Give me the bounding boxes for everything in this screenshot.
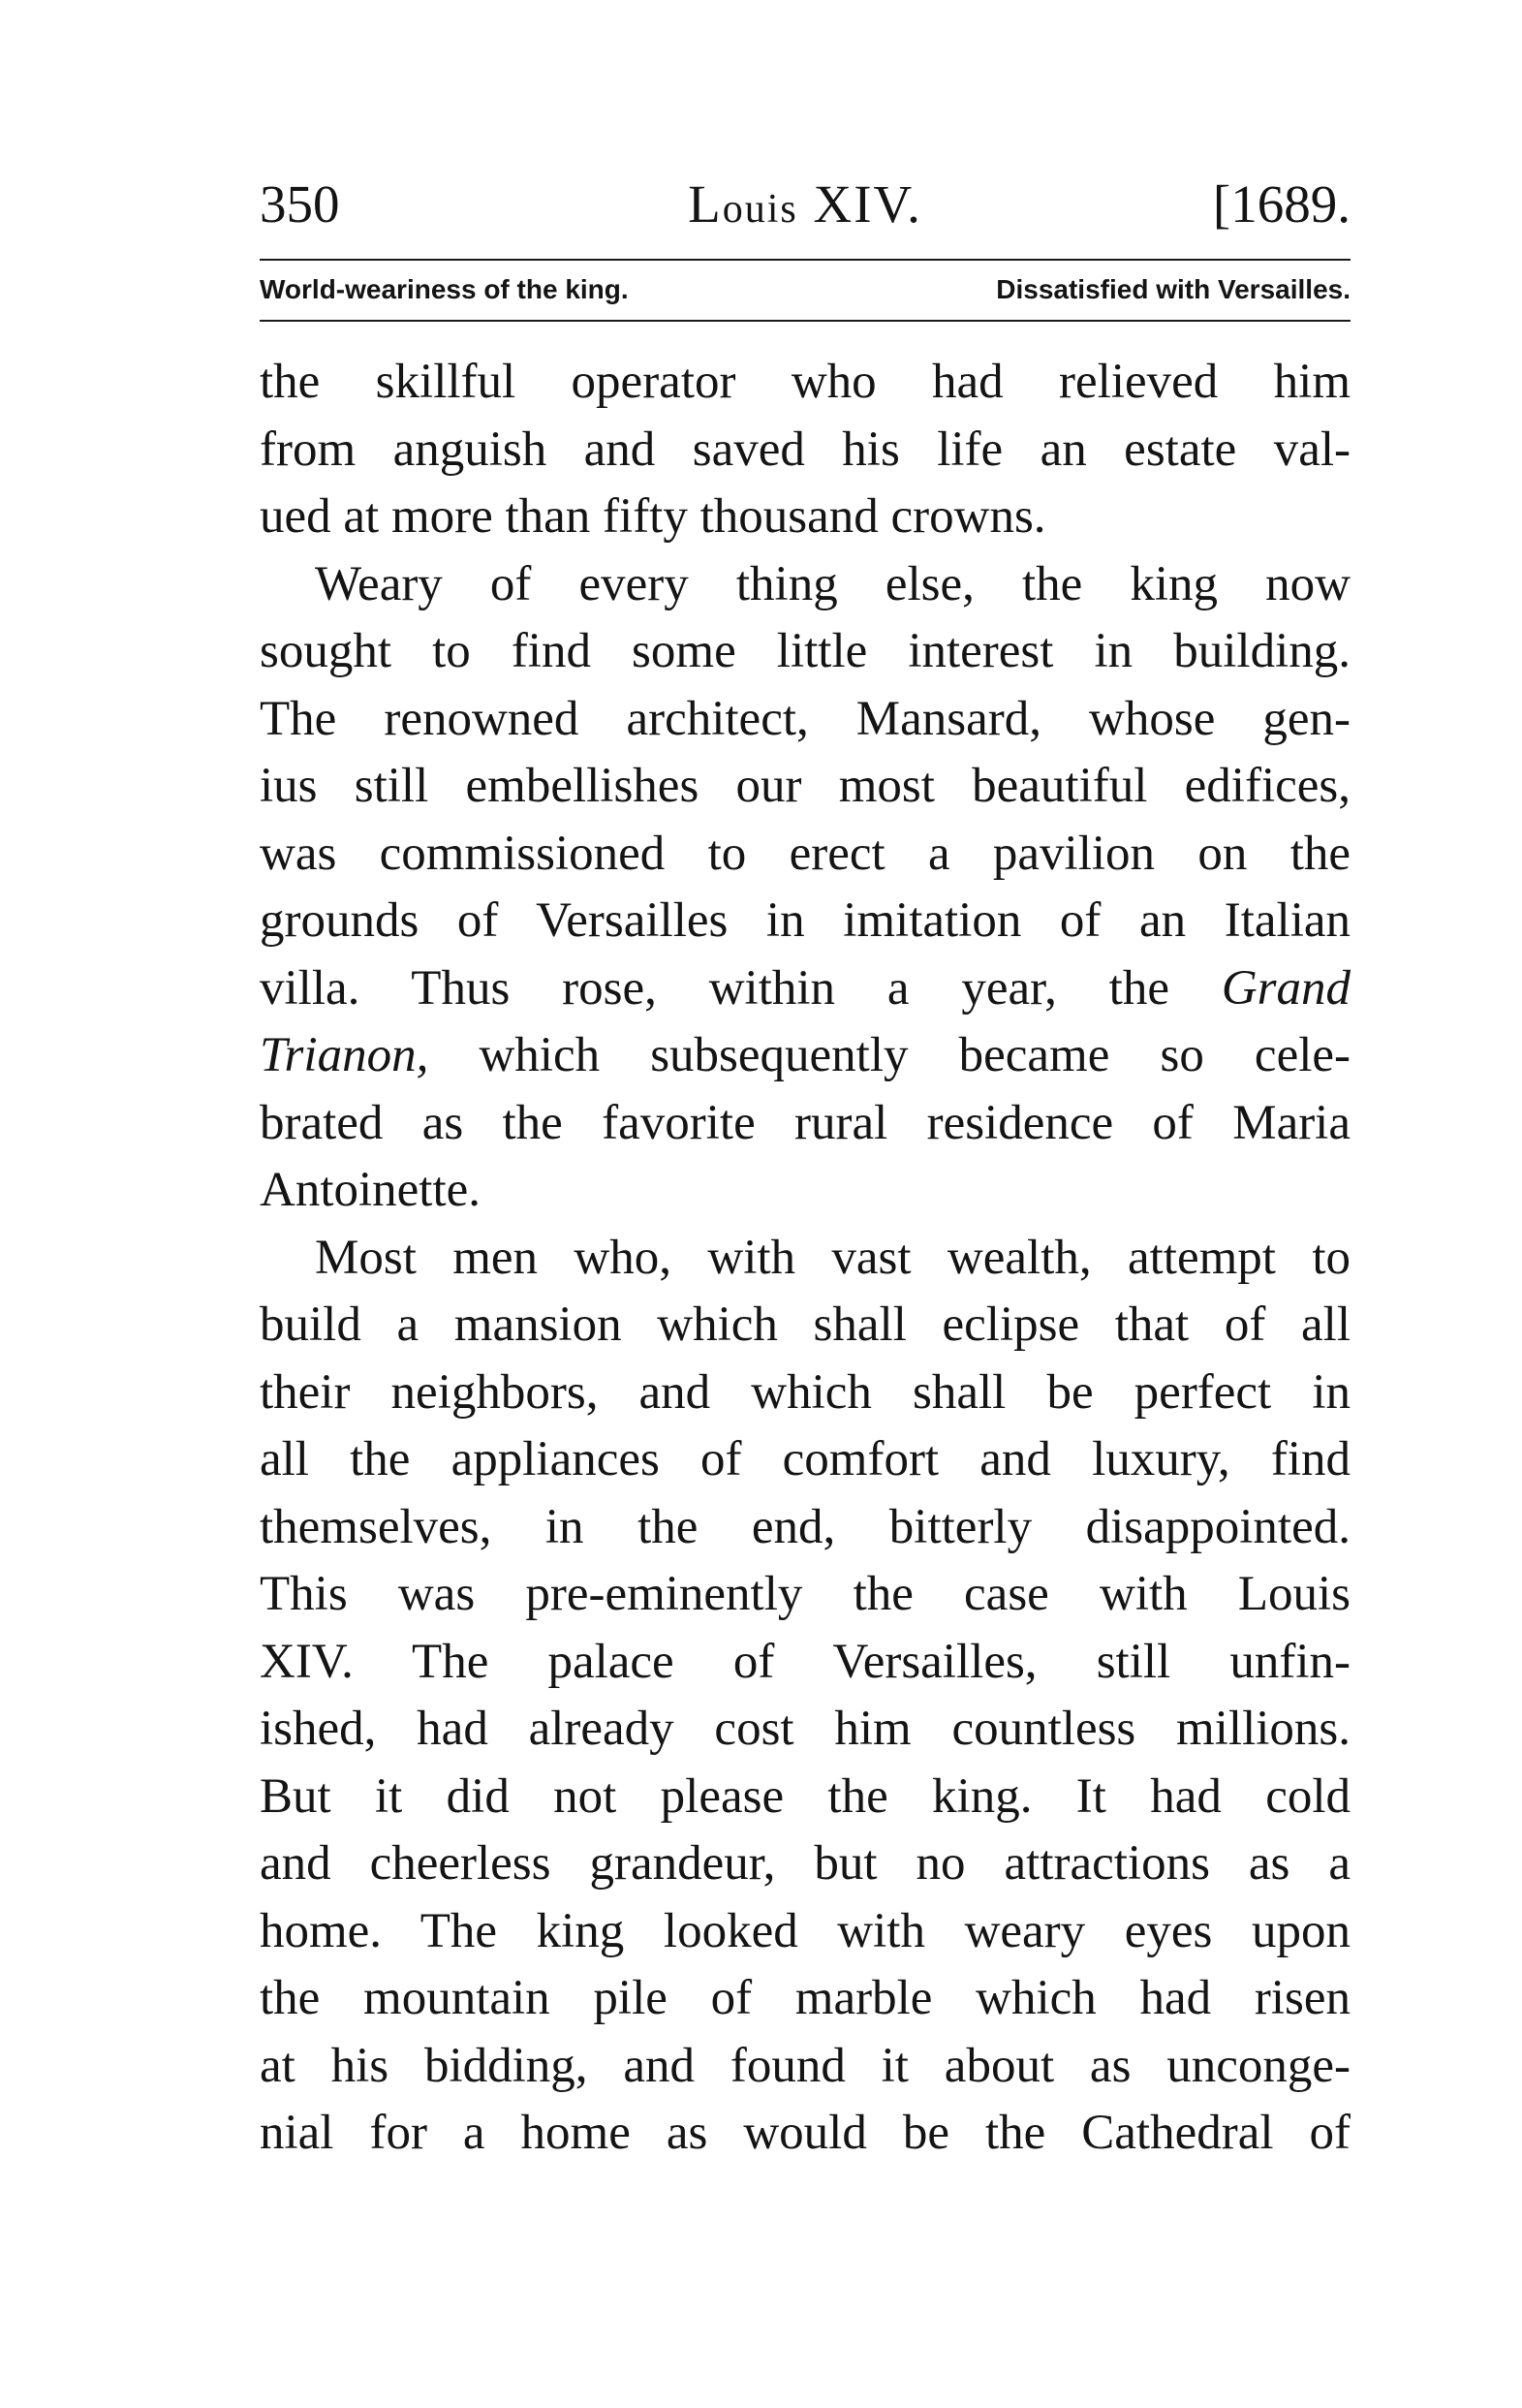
- text-line: This was pre-eminently the case with Louis: [260, 1567, 1351, 1621]
- side-heading-left: World-weariness of the king.: [260, 274, 629, 304]
- running-head: [260, 171, 1351, 238]
- text-line: [260, 1022, 1351, 1090]
- side-headings: [260, 266, 1351, 314]
- text-line: The renowned architect, Mansard, whose gen-: [260, 691, 1351, 746]
- header-year: [1689.: [1212, 174, 1351, 234]
- book-title-small-caps: ouis: [722, 187, 798, 232]
- text-line: Antoinette.: [260, 1163, 481, 1217]
- text-line: [260, 955, 1351, 1023]
- text-line: the skillful operator who had relieved him: [260, 355, 1351, 409]
- side-heading-right: Dissatisfied with Versailles.: [996, 274, 1351, 304]
- paragraph-first-line: Weary of every thing else, the king now: [315, 556, 1351, 611]
- text-line: the mountain pile of marble which had risen: [260, 1971, 1351, 2025]
- text-line: home. The king looked with weary eyes upon: [260, 1903, 1351, 1958]
- text-line: and cheerless grandeur, but no attractions as a: [260, 1836, 1351, 1891]
- body-text: [260, 349, 1351, 2168]
- text-line: build a mansion which shall eclipse that of all: [260, 1298, 1351, 1352]
- text-line: all the appliances of comfort and luxury, find: [260, 1432, 1351, 1486]
- book-title-initial: L: [688, 174, 723, 234]
- header-rule-bottom: [260, 320, 1351, 322]
- text-line: XIV. The palace of Versailles, still unfin-: [260, 1634, 1351, 1689]
- text-line: brated as the favorite rural residence of Maria: [260, 1095, 1351, 1150]
- text-line: at his bidding, and found it about as unconge-: [260, 2038, 1351, 2093]
- book-title-numeral: XIV.: [797, 174, 922, 234]
- paragraph-first-line: Most men who, with vast wealth, attempt to: [315, 1230, 1351, 1285]
- text-segment: villa. Thus rose, within a year, the: [260, 960, 1169, 1016]
- text-line: ished, had already cost him countless millions.: [260, 1702, 1351, 1756]
- text-line: ius still embellishes our most beautiful edifices,: [260, 759, 1351, 813]
- text-line: their neighbors, and which shall be perfect in: [260, 1364, 1351, 1420]
- text-segment: which subsequently became so cele-: [479, 1028, 1351, 1082]
- book-title: [260, 171, 1351, 243]
- text-line: But it did not please the king. It had cold: [260, 1768, 1351, 1824]
- italic-title-part: Grand: [1221, 960, 1351, 1016]
- header-rule-top: [260, 259, 1351, 261]
- page-number: 350: [260, 174, 340, 234]
- text-line: grounds of Versailles in imitation of an Italian: [260, 893, 1351, 948]
- italic-title-part: Trianon,: [260, 1028, 429, 1082]
- text-line: sought to find some little interest in building.: [260, 624, 1351, 678]
- text-line: ued at more than fifty thousand crowns.: [260, 489, 1046, 544]
- text-line: from anguish and saved his life an estate val-: [260, 422, 1351, 477]
- text-line: nial for a home as would be the Cathedral of: [260, 2106, 1351, 2160]
- text-line: was commissioned to erect a pavilion on the: [260, 826, 1351, 881]
- text-line: themselves, in the end, bitterly disappointed.: [260, 1499, 1351, 1554]
